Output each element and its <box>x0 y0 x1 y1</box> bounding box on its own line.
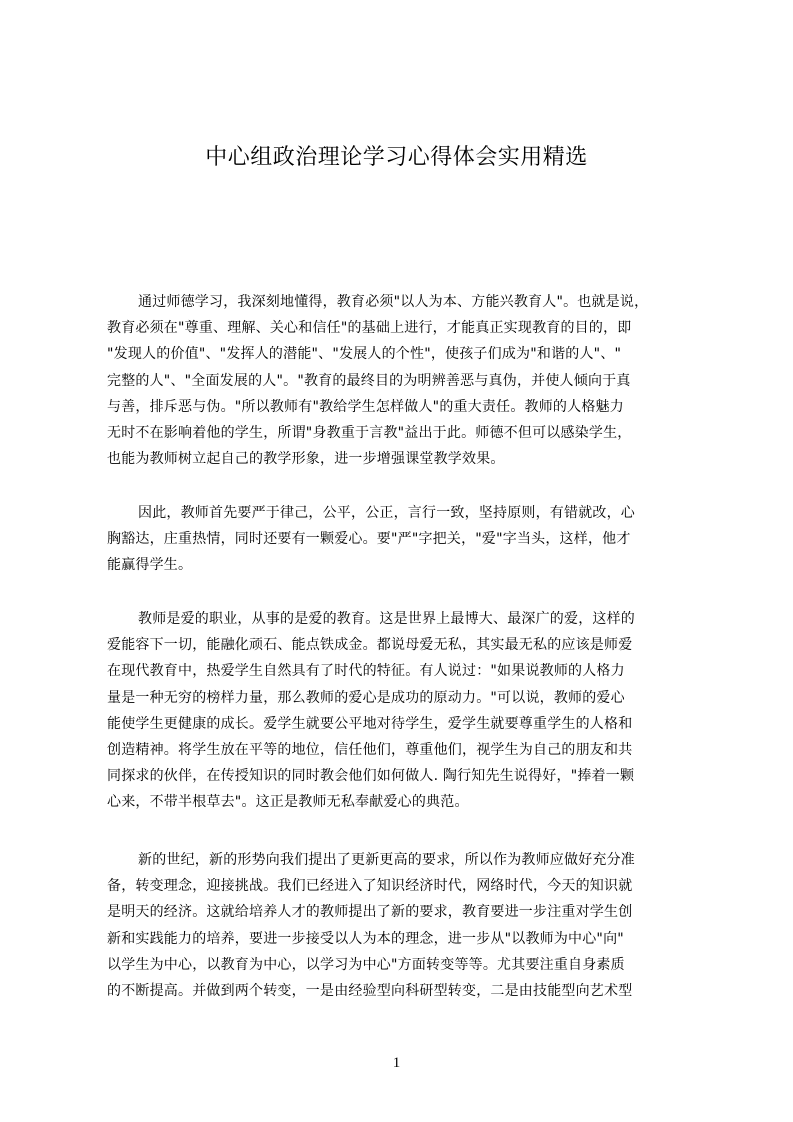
document-title: 中心组政治理论学习心得体会实用精选 <box>205 145 588 170</box>
text-line: 也能为教师树立起自己的教学形象，进一步增强课堂教学效果。 <box>107 451 505 468</box>
text-line: 心来，不带半根草去"。这正是教师无私奉献爱心的典范。 <box>107 794 469 811</box>
text-line: 通过师德学习，我深刻地懂得，教育必须"以人为本、方能兴教育人"。也就是说， <box>138 294 649 310</box>
text-line: 教师是爱的职业，从事的是爱的教育。这是世界上最博大、最深广的爱，这样的 <box>138 611 635 627</box>
text-line: 在现代教育中，热爱学生自然具有了时代的特征。有人说过："如果说教师的人格力 <box>107 663 625 680</box>
text-line: 能使学生更健康的成长。爱学生就要公平地对待学生，爱学生就要尊重学生的人格和 <box>107 715 633 732</box>
text-line: 的不断提高。并做到两个转变，一是由经验型向科研型转变，二是由技能型向艺术型 <box>107 982 633 999</box>
text-line: 创造精神。将学生放在平等的地位，信任他们，尊重他们，视学生为自己的朋友和共 <box>107 741 633 758</box>
text-line: 教育必须在"尊重、理解、关心和信任"的基础上进行，才能真正实现教育的目的，即 <box>107 320 632 337</box>
paragraph-3 <box>107 606 699 816</box>
paragraph-4 <box>107 847 699 1004</box>
text-line: 完整的人"、"全面发展的人"。"教育的最终目的为明辨善恶与真伪，并使人倾向于真 <box>107 372 631 389</box>
text-line: 新和实践能力的培养，要进一步接受以人为本的理念，进一步从"以教师为中心"向" <box>107 930 624 947</box>
text-line: "发现人的价值"、"发挥人的潜能"、"发展人的个性"，使孩子们成为"和谐的人"、" <box>107 346 622 363</box>
text-line: 能赢得学生。 <box>107 557 193 574</box>
text-line: 同探求的伙伴，在传授知识的同时教会他们如何做人. 陶行知先生说得好，"捧着一颗 <box>107 768 635 785</box>
page-number: 1 <box>392 1055 401 1071</box>
text-line: 量是一种无穷的榜样力量，那么教师的爱心是成功的原动力。"可以说，教师的爱心 <box>107 689 625 706</box>
text-line: 与善，排斥恶与伪。"所以教师有"教给学生怎样做人"的重大责任。教师的人格魅力 <box>107 398 624 415</box>
paragraph-1 <box>107 289 699 472</box>
text-line: 新的世纪，新的形势向我们提出了更新更高的要求，所以作为教师应做好充分准 <box>138 852 635 868</box>
text-line: 胸豁达，庄重热情，同时还要有一颗爱心。要"严"字把关，"爱"字当头，这样，他才 <box>107 531 631 548</box>
text-line: 因此，教师首先要严于律己，公平，公正，言行一致，坚持原则，有错就改，心 <box>138 505 635 521</box>
text-line: 无时不在影响着他的学生，所谓"身教重于言教"益出于此。师德不但可以感染学生， <box>107 424 632 441</box>
text-line: 以学生为中心，以教育为中心，以学习为中心"方面转变等等。尤其要注重自身素质 <box>107 956 625 973</box>
paragraph-2 <box>107 500 699 579</box>
text-line: 爱能容下一切，能融化顽石、能点铁成金。都说母爱无私，其实最无私的应该是师爱 <box>107 637 633 654</box>
text-line: 备，转变理念，迎接挑战。我们已经进入了知识经济时代，网络时代，今天的知识就 <box>107 878 633 895</box>
text-line: 是明天的经济。这就给培养人才的教师提出了新的要求，教育要进一步注重对学生创 <box>107 904 633 921</box>
